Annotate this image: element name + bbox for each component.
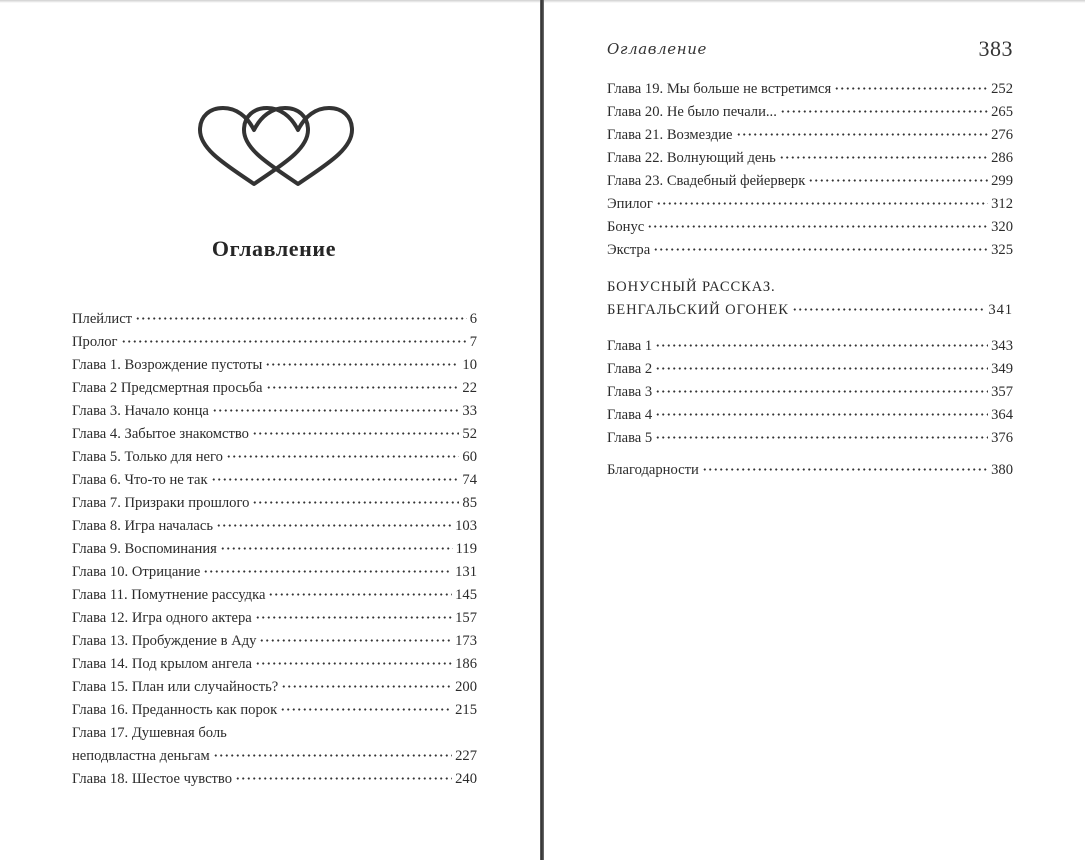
toc-entry[interactable]: Глава 5 376 (607, 430, 1013, 446)
toc-entry[interactable]: Глава 13. Пробуждение в Аду 173 (72, 633, 477, 649)
leader-dots (808, 179, 988, 182)
toc-entry-line2[interactable]: неподвластна деньгам 227 (72, 748, 477, 764)
leader-dots (655, 436, 988, 439)
toc-entry[interactable]: Бонус 320 (607, 219, 1013, 235)
toc-entry[interactable]: Глава 15. План или случайность? 200 (72, 679, 477, 695)
leader-dots (213, 754, 452, 757)
toc-entry[interactable]: Глава 11. Помутнение рассудка 145 (72, 587, 477, 603)
leader-dots (203, 570, 452, 573)
leader-dots (121, 340, 467, 343)
toc-entry[interactable]: Глава 19. Мы больше не встретимся 252 (607, 81, 1013, 97)
leader-dots (780, 110, 988, 113)
toc-entry[interactable]: Эпилог 312 (607, 196, 1013, 212)
leader-dots (265, 363, 459, 366)
leader-dots (655, 413, 988, 416)
leader-dots (216, 524, 452, 527)
leader-dots (736, 133, 989, 136)
toc-entry[interactable]: Глава 5. Только для него 60 (72, 449, 477, 465)
toc-entry[interactable]: Глава 7. Призраки прошлого 85 (72, 495, 477, 511)
acknowledgements-list (607, 459, 1013, 482)
leader-dots (252, 432, 459, 435)
leader-dots (779, 156, 988, 159)
right-page (544, 0, 1085, 860)
left-page (0, 0, 540, 860)
leader-dots (266, 386, 460, 389)
toc-entry[interactable]: Пролог 7 (72, 334, 477, 350)
bonus-story-heading (607, 276, 1013, 322)
page-number: 383 (978, 36, 1013, 61)
leader-dots (647, 225, 988, 228)
toc-entry[interactable]: Глава 2 Предсмертная просьба 22 (72, 380, 477, 396)
toc-entry[interactable]: Глава 3. Начало конца 33 (72, 403, 477, 419)
leader-dots (656, 202, 988, 205)
leader-dots (255, 662, 452, 665)
toc-list-right (607, 78, 1013, 262)
bonus-story-line1[interactable]: БОНУСНЫЙ РАССКАЗ. (607, 279, 776, 295)
toc-entry[interactable]: Глава 18. Шестое чувство 240 (72, 771, 477, 787)
bonus-chapters-list (607, 335, 1013, 450)
toc-entry[interactable]: Глава 12. Игра одного актера 157 (72, 610, 477, 626)
leader-dots (281, 685, 452, 688)
leader-dots (211, 478, 460, 481)
toc-entry[interactable]: Глава 1 343 (607, 338, 1013, 354)
toc-entry[interactable]: Глава 22. Волнующий день 286 (607, 150, 1013, 166)
toc-entry[interactable]: Плейлист 6 (72, 311, 477, 327)
toc-entry[interactable]: Глава 6. Что-то не так 74 (72, 472, 477, 488)
toc-entry[interactable]: Глава 4. Забытое знакомство 52 (72, 426, 477, 442)
toc-entry[interactable]: Глава 23. Свадебный фейерверк 299 (607, 173, 1013, 189)
leader-dots (655, 367, 988, 370)
toc-entry[interactable]: Глава 9. Воспоминания 119 (72, 541, 477, 557)
leader-dots (135, 317, 467, 320)
bonus-story-line2[interactable]: БЕНГАЛЬСКИЙ ОГОНЕК 341 (607, 302, 1013, 318)
leader-dots (226, 455, 459, 458)
two-hearts-icon (196, 104, 356, 188)
toc-entry[interactable]: Экстра 325 (607, 242, 1013, 258)
toc-entry-line1[interactable]: Глава 17. Душевная боль (72, 725, 227, 741)
leader-dots (834, 87, 988, 90)
toc-entry[interactable]: Глава 3 357 (607, 384, 1013, 400)
toc-entry[interactable]: Глава 21. Возмездие 276 (607, 127, 1013, 143)
toc-entry[interactable]: Глава 14. Под крылом ангела 186 (72, 656, 477, 672)
running-head: Оглавление (607, 40, 707, 58)
leader-dots (655, 390, 988, 393)
toc-entry[interactable]: Глава 16. Преданность как порок 215 (72, 702, 477, 718)
leader-dots (235, 777, 452, 780)
leader-dots (268, 593, 452, 596)
leader-dots (653, 248, 988, 251)
toc-entry[interactable]: Глава 20. Не было печали... 265 (607, 104, 1013, 120)
toc-entry[interactable]: Глава 4 364 (607, 407, 1013, 423)
leader-dots (792, 308, 986, 311)
leader-dots (655, 344, 988, 347)
toc-list-left (72, 308, 477, 791)
leader-dots (212, 409, 460, 412)
leader-dots (259, 639, 452, 642)
toc-title: Оглавление (211, 236, 337, 261)
toc-entry[interactable]: Глава 2 349 (607, 361, 1013, 377)
leader-dots (255, 616, 452, 619)
leader-dots (702, 468, 988, 471)
toc-entry[interactable]: Глава 1. Возрождение пустоты 10 (72, 357, 477, 373)
toc-entry[interactable]: Глава 10. Отрицание 131 (72, 564, 477, 580)
leader-dots (280, 708, 452, 711)
leader-dots (220, 547, 453, 550)
leader-dots (252, 501, 459, 504)
toc-entry[interactable]: Глава 8. Игра началась 103 (72, 518, 477, 534)
toc-entry-acknowledgements[interactable]: Благодарности 380 (607, 462, 1013, 478)
